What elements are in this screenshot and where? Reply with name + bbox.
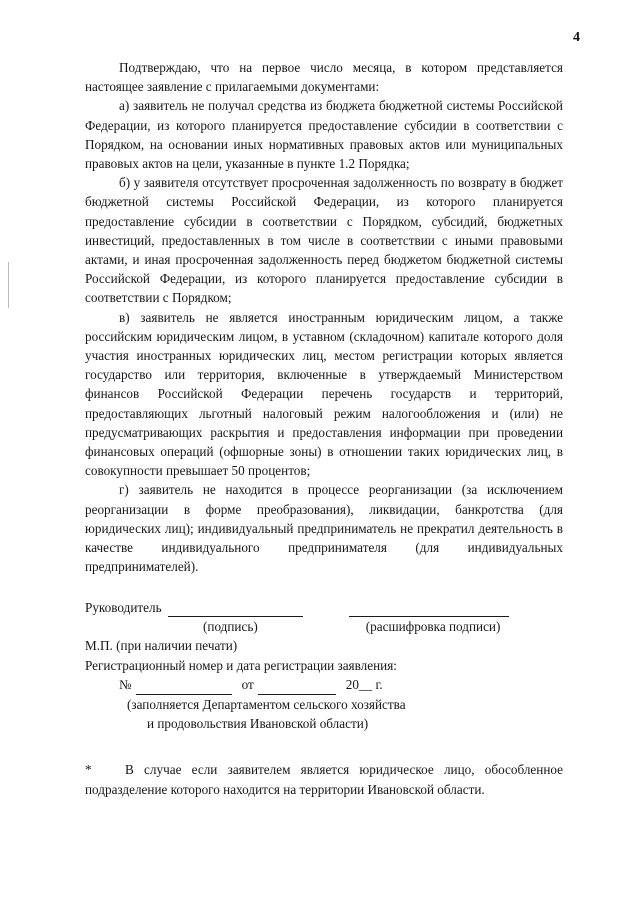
paragraph-v: в) заявитель не является иностранным юридическим лицом, а также российским юридическим лицом, в уставном (складочном) капитале которого доля участия иностранных юридических лиц, местом регистрации которых является государство или территория, включенные в утверждаемый Министерством финансов Российской Федерации перечень государств и территорий, предоставляющих льготный налоговый режим налогообложения и (или) не предусматривающих раскрытия и предоставления информации при проведении финансовых операций (офшорные зоны) в отношении таких юридических лиц, в совокупности превышает 50 процентов; bbox=[85, 309, 563, 479]
paragraph-a: а) заявитель не получал средства из бюджета бюджетной системы Российской Федерации, из которого планируется предоставление субсидии в соответствии с Порядком, на основании иных нормативных правовых актов или муниципальных правовых актов на цели, указанные в пункте 1.2 Порядка; bbox=[85, 98, 563, 172]
registration-fields bbox=[119, 675, 563, 695]
registration-title: Регистрационный номер и дата регистрации заявления: bbox=[85, 657, 397, 673]
signature-captions bbox=[85, 618, 563, 636]
signature-caption-right: (расшифровка подписи) bbox=[365, 619, 501, 635]
footnote bbox=[85, 760, 563, 799]
department-line-2: и продовольствия Ивановской области) bbox=[147, 716, 369, 732]
department-line-1: (заполняется Департаментом сельского хозяйства bbox=[127, 696, 406, 712]
signature-caption-left: (подпись) bbox=[203, 619, 258, 635]
paragraph-intro: Подтверждаю, что на первое число месяца, в котором представляется настоящее заявление с прилагаемыми документами: bbox=[85, 60, 563, 95]
year-suffix: 20__ г. bbox=[345, 677, 383, 693]
number-symbol: № bbox=[119, 677, 132, 693]
signature-row bbox=[85, 598, 563, 617]
document-body bbox=[85, 58, 563, 799]
date-preposition: от bbox=[241, 677, 254, 693]
signature-label: Руководитель bbox=[85, 600, 162, 616]
stamp-note: М.П. (при наличии печати) bbox=[85, 638, 238, 654]
footnote-marker: * bbox=[85, 761, 92, 777]
page-edge-mark bbox=[8, 262, 9, 308]
registration-number-line[interactable] bbox=[136, 681, 232, 695]
page-number: 4 bbox=[573, 30, 580, 45]
signature-block bbox=[85, 598, 563, 734]
signature-transcript-line[interactable] bbox=[349, 603, 509, 617]
paragraph-g: г) заявитель не находится в процессе реорганизации (за исключением реорганизации в форме преобразования), ликвидации, банкротства (для юридических лиц); индивидуальный предприниматель не прекратил деятельность в качестве индивидуального предпринимателя (для индивидуальных предпринимателей). bbox=[85, 482, 563, 575]
paragraph-b: б) у заявителя отсутствует просроченная задолженность по возврату в бюджет бюджетной системы Российской Федерации, из которого планируется предоставление субсидии в соответствии с Порядком, субсидий, бюджетных инвестиций, предоставленных в том числе в соответствии с иными правовыми актами, и иная просроченная задолженность перед бюджетом бюджетной системы Российской Федерации, из которого планируется предоставление субсидии в соответствии с Порядком; bbox=[85, 175, 563, 306]
footnote-text: В случае если заявителем является юридическое лицо, обособленное подразделение которого находится на территории Ивановской области. bbox=[85, 761, 563, 797]
registration-date-line[interactable] bbox=[258, 681, 336, 695]
signature-line[interactable] bbox=[168, 603, 303, 617]
